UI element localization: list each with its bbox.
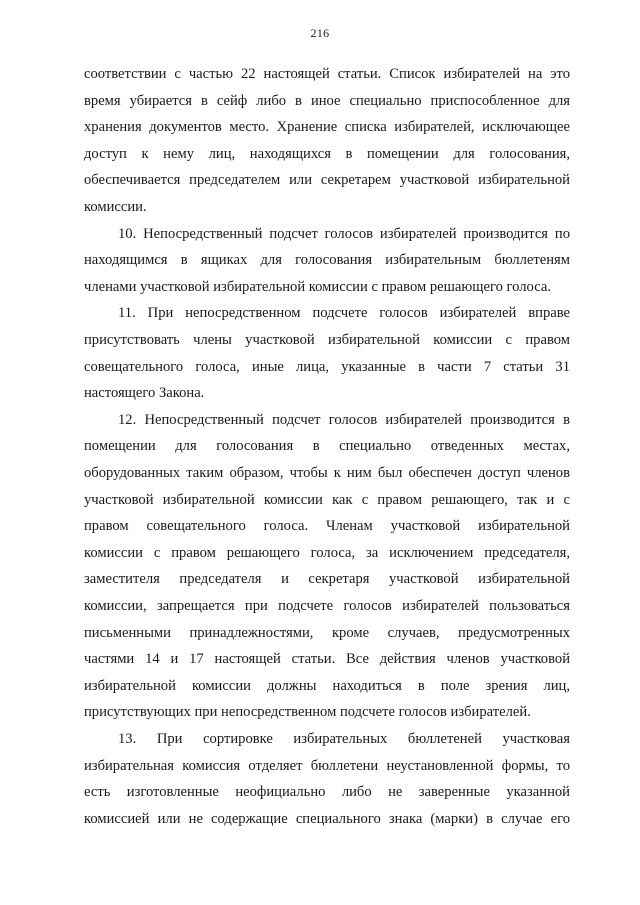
text-line: комиссии, запрещается при подсчете голосов избирателей пользоваться xyxy=(84,598,570,614)
text-line: совещательного голоса, иные лица, указанные в части 7 статьи 31 xyxy=(84,358,570,375)
text-line: избирательной комиссии должны находиться в поле зрения лиц, xyxy=(84,677,570,694)
text-line: 13. При сортировке избирательных бюллетеней участковая xyxy=(118,731,570,747)
text-line: хранения документов место. Хранение списка избирателей, исключающее xyxy=(84,119,570,136)
text-line: время убирается в сейф либо в иное специально приспособленное для xyxy=(84,92,570,109)
text-line: присутствующих при непосредственном подсчете голосов избирателей. xyxy=(84,704,531,721)
text-line: правом совещательного голоса. Членам участковой избирательной xyxy=(84,518,570,535)
text-line: 12. Непосредственный подсчет голосов избирателей производится в xyxy=(118,411,570,428)
text-line: соответствии с частью 22 настоящей статьи. Список избирателей на это xyxy=(84,66,570,82)
text-line: 10. Непосредственный подсчет голосов избирателей производится по xyxy=(118,225,570,242)
text-line: заместителя председателя и секретаря участковой избирательной xyxy=(84,571,570,588)
text-line: комиссии с правом решающего голоса, за исключением председателя, xyxy=(84,544,570,561)
text-line: обеспечивается председателем или секретарем участковой избирательной xyxy=(84,172,570,189)
text-line: находящимся в ящиках для голосования избирательным бюллетеням xyxy=(84,252,570,269)
text-line: письменными принадлежностями, кроме случаев, предусмотренных xyxy=(84,624,570,641)
text-line: 11. При непосредственном подсчете голосов избирателей вправе xyxy=(118,305,570,322)
text-line: присутствовать члены участковой избирательной комиссии с правом xyxy=(84,332,570,348)
page-number: 216 xyxy=(310,26,330,40)
text-line: настоящего Закона. xyxy=(84,385,205,402)
text-line: есть изготовленные неофициально либо не заверенные указанной xyxy=(84,784,570,801)
text-line: участковой избирательной комиссии как с правом решающего, так и с xyxy=(84,491,570,508)
text-line: помещении для голосования в специально отведенных местах, xyxy=(84,438,570,455)
text-line: комиссией или не содержащие специального знака (марки) в случае его xyxy=(84,810,570,827)
text-line: частями 14 и 17 настоящей статьи. Все действия членов участковой xyxy=(84,651,570,668)
text-line: комиссии. xyxy=(84,199,147,215)
text-line: членами участковой избирательной комиссии с правом решающего голоса. xyxy=(84,278,551,295)
text-line: оборудованных таким образом, чтобы к ним был обеспечен доступ членов xyxy=(84,465,570,481)
text-line: доступ к нему лиц, находящихся в помещении для голосования, xyxy=(84,145,570,162)
text-line: избирательная комиссия отделяет бюллетени неустановленной формы, то xyxy=(84,757,570,774)
